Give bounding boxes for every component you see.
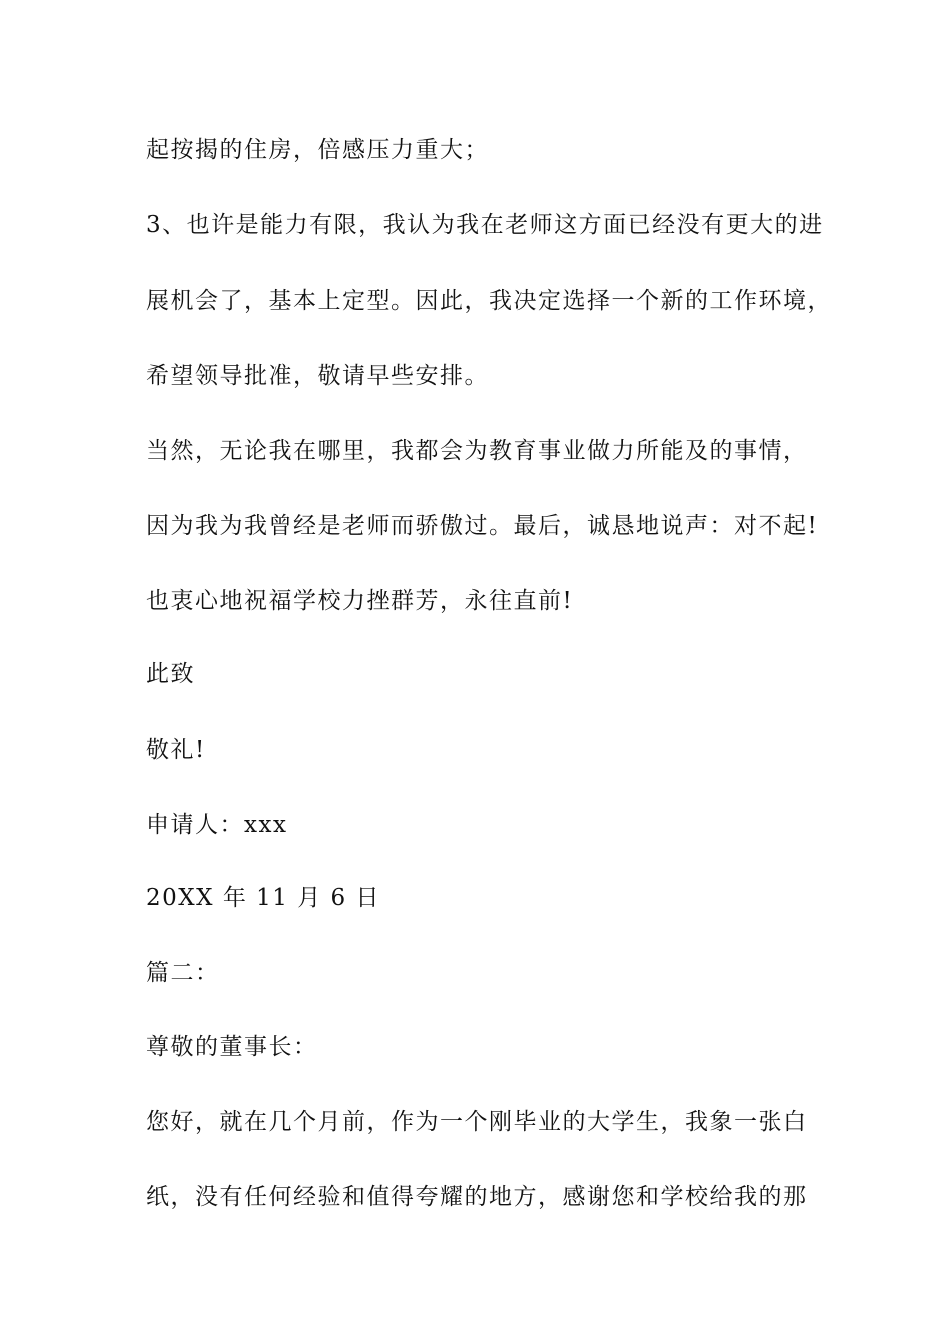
paragraph-line: 因为我为我曾经是老师而骄傲过。最后，诚恳地说声：对不起! <box>146 513 819 539</box>
paragraph-line: 展机会了，基本上定型。因此，我决定选择一个新的工作环境， <box>146 288 832 314</box>
paragraph-line: 纸，没有任何经验和值得夸耀的地方，感谢您和学校给我的那 <box>146 1184 808 1210</box>
paragraph-line: 也衷心地祝福学校力挫群芳，永往直前! <box>146 588 574 614</box>
paragraph-line: 3、也许是能力有限，我认为我在老师这方面已经没有更大的进 <box>146 212 824 238</box>
date-line: 20XX 年 11 月 6 日 <box>146 885 380 911</box>
salutation-line: 尊敬的董事长： <box>146 1034 318 1060</box>
section-heading: 篇二： <box>146 960 220 986</box>
closing-line: 此致 <box>146 661 195 687</box>
paragraph-line: 希望领导批准，敬请早些安排。 <box>146 363 489 389</box>
applicant-line: 申请人：xxx <box>146 812 288 838</box>
paragraph-line: 当然，无论我在哪里，我都会为教育事业做力所能及的事情， <box>146 438 808 464</box>
closing-salute: 敬礼! <box>146 737 206 763</box>
paragraph-line: 起按揭的住房，倍感压力重大； <box>146 137 489 163</box>
paragraph-line: 您好，就在几个月前，作为一个刚毕业的大学生，我象一张白 <box>146 1109 808 1135</box>
